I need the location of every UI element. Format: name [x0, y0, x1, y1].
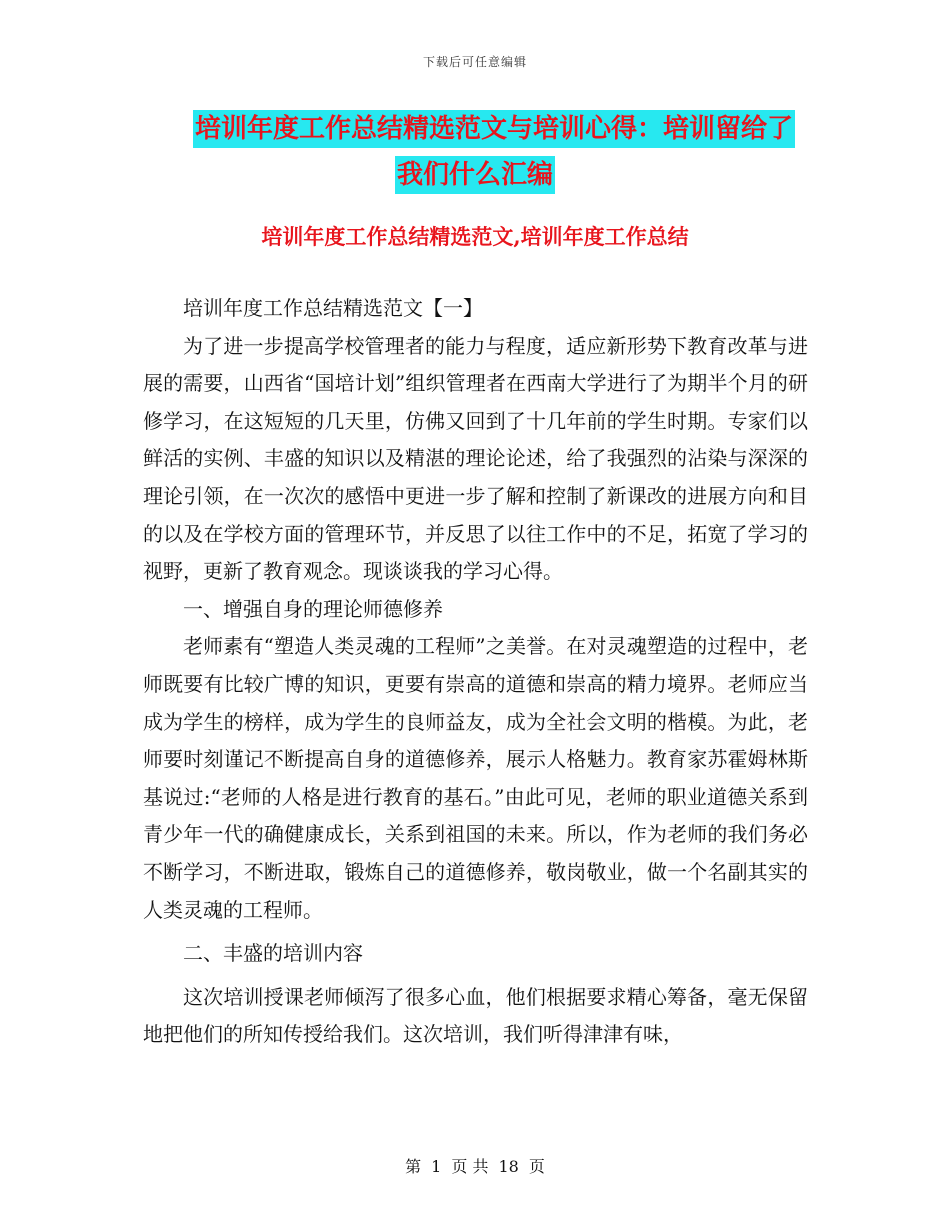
page-footer [0, 1154, 950, 1177]
footer-page-number: 1 [431, 1157, 442, 1176]
paragraph-heading: 培训年度工作总结精选范文【一】 [183, 296, 483, 320]
footer-middle: 页 共 [451, 1157, 489, 1176]
document-body [143, 290, 808, 1054]
title-line-2: 我们什么汇编 [395, 156, 555, 194]
section-heading-1: 一、增强自身的理论师德修养 [183, 596, 443, 621]
paragraph: 这次培训授课老师倾泻了很多心血，他们根据要求精心筹备，毫无保留地把他们的所知传授给我们。这次培训，我们听得津津有味， [143, 984, 808, 1047]
footer-total-pages: 18 [498, 1157, 519, 1176]
footer-suffix: 页 [528, 1157, 545, 1176]
section-heading: 培训年度工作总结精选范文,培训年度工作总结 [261, 224, 689, 249]
paragraph: 老师素有“塑造人类灵魂的工程师”之美誉。在对灵魂塑造的过程中，老师既要有比较广博的知识，更要有崇高的道德和崇高的精力境界。老师应当成为学生的榜样，成为学生的良师益友，成为全社会文明的楷模。为此，老师要时刻谨记不断提高自身的道德修养，展示人格魅力。教育家苏霍姆林斯基说过:“老师的人格是进行教育的基石。”由此可见，老师的职业道德关系到青少年一代的确健康成长，关系到祖国的未来。所以，作为老师的我们务必不断学习，不断进取，锻炼自己的道德修养，敬岗敬业，做一个名副其实的人类灵魂的工程师。 [143, 634, 808, 922]
section-heading-2: 二、丰盛的培训内容 [183, 941, 363, 966]
title-line-1: 培训年度工作总结精选范文与培训心得：培训留给了 [193, 110, 795, 148]
paragraph: 为了进一步提高学校管理者的能力与程度，适应新形势下教育改革与进展的需要，山西省“国培计划”组织管理者在西南大学进行了为期半个月的研修学习，在这短短的几天里，仿佛又回到了十几年前的学生时期。专家们以鲜活的实例、丰盛的知识以及精湛的理论论述，给了我强烈的沾染与深深的理论引领，在一次次的感悟中更进一步了解和控制了新课改的进展方向和目的以及在学校方面的管理环节，并反思了以往工作中的不足，拓宽了学习的视野，更新了教育观念。现谈谈我的学习心得。 [143, 333, 808, 584]
footer-prefix: 第 [405, 1157, 422, 1176]
header-note: 下载后可任意编辑 [422, 55, 527, 69]
